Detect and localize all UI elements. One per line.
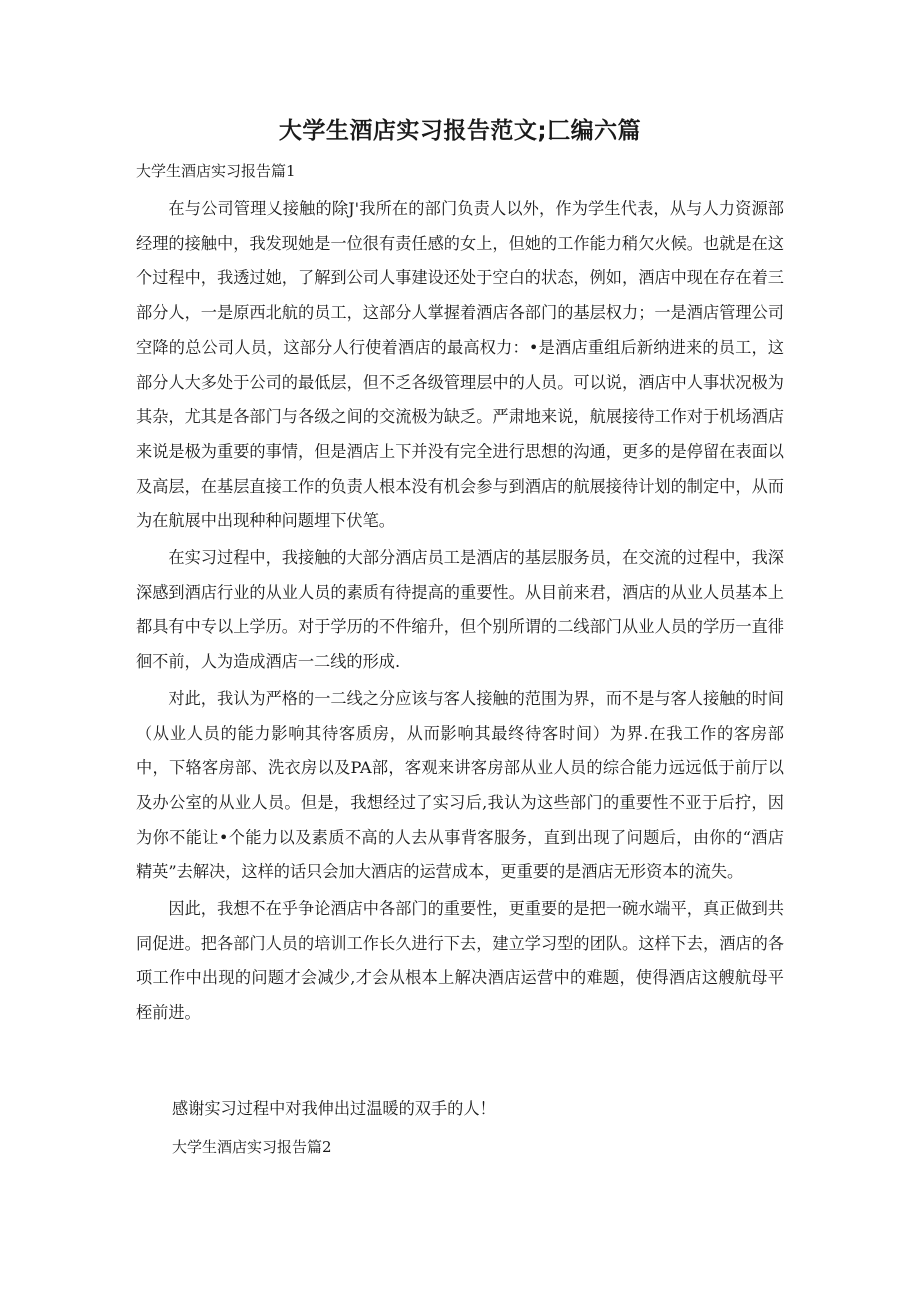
paragraph: 在实习过程中，我接触的大部分酒店员工是酒店的基层服务员，在交流的过程中，我深深感到酒店行业的从业人员的素质有待提高的重要性。从目前来君，酒店的从业人员基本上都具有中专以上学历。对于学历的不件缩升，但个别所谓的二线部门从业人员的学历一直徘徊不前，人为造成酒店一二线的形成. [136,548,784,672]
section-heading-1: 大学生酒店实习报告篇1 [136,162,296,180]
section-heading-2: 大学生酒店实习报告篇2 [172,1138,332,1156]
closing-line: 感谢实习过程中对我伸出过温暖的双手的人！ [172,1099,496,1118]
paragraph: 因此，我想不在乎争论酒店中各部门的重要性，更重要的是把一碗水端平，真正做到共同促进。把各部门人员的培训工作长久进行下去，建立学习型的团队。这样下去，酒店的各项工作中出现的问题才会减少,才会从根本上解决酒店运营中的难题，使得酒店这艘航母平桎前进。 [136,899,784,1023]
paragraph: 在与公司管理乂接触的除J'我所在的部门负责人以外，作为学生代表，从与人力资源部经理的接触中，我发现她是一位很有责任感的女上，但她的工作能力稍欠火候。也就是在这个过程中，我透过她，了解到公司人事建设还处于空白的状态，例如，酒店中现在存在着三部分人，一是原西北航的员工，这部分人掌握着酒店各部门的基层权力；一是酒店管理公司空降的总公司人员，这部分人行使着酒店的最高权力：•是酒店重组后新纳进来的员工，这部分人大多处于公司的最低层，但不乏各级管理层中的人员。可以说，酒店中人事状况极为其杂，尤其是各部门与各级之间的交流极为缺乏。严肃地来说，航展接待工作对于机场酒店来说是极为重要的事情，但是酒店上下并没有完全进行思想的沟通，更多的是停留在表面以及高层，在基层直接工作的负责人根本没有机会参与到酒店的航展接待计划的制定中，从而为在航展中出现种种问题埋下伏笔。 [136,199,784,531]
document-body [136,192,784,1033]
paragraph: 对此，我认为严格的一二线之分应该与客人接触的范围为界，而不是与客人接触的时间（从业人员的能力影响其待客质房，从而影响其最终待客时间）为界.在我工作的客房部中，下辂客房部、洗衣房以及PA部，客观来讲客房部从业人员的综合能力远远低于前厅以及办公室的从业人员。但是，我想经过了实习后,我认为这些部门的重要性不亚于后拧，因为你不能让•个能力以及素质不高的人去从事背客服务，直到出现了问题后，由你的“酒店精英”去解决，这样的话只会加大酒店的运营成本，更重要的是酒店无形资本的流失。 [136,688,784,882]
document-title: 大学生酒店实习报告范文;匚编六篇 [278,118,642,144]
